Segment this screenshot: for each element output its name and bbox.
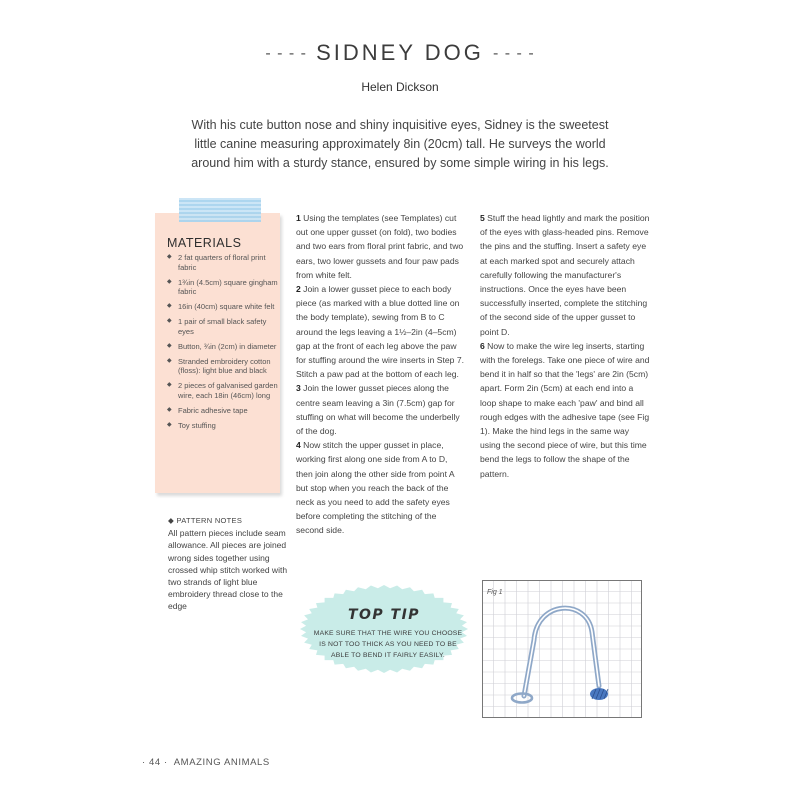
diamond-bullet-icon: ◆ bbox=[167, 342, 172, 349]
step-text: Join the lower gusset pieces along the centre seam leaving a 3in (7.5cm) gap for stuffing on what will become the underbelly of the dog. bbox=[296, 383, 460, 437]
materials-item: ◆ Toy stuffing bbox=[167, 420, 216, 430]
page-title bbox=[0, 40, 800, 66]
materials-item: ◆ 2 fat quarters of floral print fabric bbox=[167, 253, 266, 272]
materials-item: ◆ Fabric adhesive tape bbox=[167, 405, 248, 415]
diamond-bullet-icon: ◆ bbox=[167, 318, 172, 324]
diamond-bullet-icon: ◆ bbox=[167, 278, 172, 285]
diamond-bullet-icon: ◆ bbox=[167, 421, 172, 428]
washi-tape-decoration bbox=[179, 198, 261, 222]
materials-item: ◆ Stranded embroidery cotton (floss): light blue and black bbox=[167, 356, 271, 375]
step-text: Now stitch the upper gusset in place, working first along one side from A to D, then join along the other side from point A but stop when you reach the back of the neck as you need to add the safety eyes before completing the stitching of the second side. bbox=[296, 440, 455, 536]
top-tip-text: MAKE SURE THAT THE WIRE YOU CHOOSE IS NOT TOO THICK AS YOU NEED TO BE ABLE TO BEND IT FAIRLY EASILY. bbox=[313, 630, 463, 659]
step-number: 5 bbox=[480, 213, 485, 223]
instructions-column-1 bbox=[296, 211, 464, 538]
step bbox=[296, 438, 464, 537]
step-number: 2 bbox=[296, 284, 301, 295]
step bbox=[480, 339, 650, 481]
step-text: Now to make the wire leg inserts, starting with the forelegs. Take one piece of wire and bend it in half so that the 'legs' are 2in (5cm) apart. Form 2in (5cm) at each end into a loop shape to make each 'paw' and bind all rough edges with the adhesive tape (see Fig 1). Make the hind legs in the same way using the second piece of wire, but this time bend the legs to follow the shape of the pattern. bbox=[480, 340, 650, 479]
materials-item: ◆ 2 pieces of galvanised garden wire, each 18in (46cm) long bbox=[167, 381, 278, 400]
materials-item: ◆ 1¾in (4.5cm) square gingham fabric bbox=[167, 277, 278, 296]
step-number: 4 bbox=[296, 440, 301, 451]
materials-item: ◆ Button, ¾in (2cm) in diameter bbox=[167, 341, 277, 351]
title-dashes-left: - - - - bbox=[265, 45, 307, 63]
materials-heading: MATERIALS bbox=[167, 236, 242, 250]
title-dashes-right: - - - - bbox=[493, 45, 535, 63]
step bbox=[296, 282, 464, 381]
materials-item: ◆ 1 pair of small black safety eyes bbox=[167, 317, 267, 336]
top-tip-title: TOP TIP bbox=[347, 607, 421, 623]
diamond-bullet-icon: ◆ bbox=[167, 382, 172, 388]
diamond-bullet-icon: ◆ bbox=[167, 254, 172, 260]
step-text: Join a lower gusset piece to each body piece (as marked with a blue dotted line on the body template), sewing from B to C around the legs leaving a 1½–2in (4–5cm) gap at the front of each leg above the paw for stuffing around the wire inserts in Step 7. Stitch a paw pad at the bottom of each leg. bbox=[296, 284, 464, 380]
instructions-column-2 bbox=[480, 211, 650, 481]
step bbox=[296, 211, 464, 282]
step bbox=[480, 211, 650, 339]
step-number: 1 bbox=[296, 213, 301, 223]
materials-list bbox=[167, 253, 279, 436]
intro-paragraph: With his cute button nose and shiny inquisitive eyes, Sidney is the sweetest little canine measuring approximately 8in (20cm) tall. He surveys the world around him with a sturdy stance, ensured by some simple wiring in his legs. bbox=[191, 118, 609, 170]
title-text: SIDNEY DOG bbox=[316, 40, 484, 65]
step-number: 6 bbox=[480, 340, 485, 351]
wire-loop-diagram bbox=[482, 580, 642, 718]
figure-label: Fig 1 bbox=[487, 589, 503, 596]
step-number: 3 bbox=[296, 383, 301, 394]
diamond-bullet-icon: ◆ bbox=[167, 406, 172, 413]
page-footer bbox=[142, 757, 270, 768]
author-name: Helen Dickson bbox=[361, 80, 439, 94]
materials-item: ◆ 16in (40cm) square white felt bbox=[167, 302, 275, 311]
pattern-notes bbox=[168, 515, 288, 613]
step bbox=[296, 381, 464, 438]
diamond-bullet-icon: ◆ bbox=[167, 357, 172, 364]
diamond-bullet-icon: ◆ bbox=[167, 303, 172, 309]
page-number: · 44 · bbox=[142, 757, 168, 768]
section-name: AMAZING ANIMALS bbox=[173, 757, 270, 768]
figure-1 bbox=[482, 580, 642, 718]
step-text: Using the templates (see Templates) cut out one upper gusset (on fold), two bodies and two ears from floral print fabric, and two ears, two lower gussets and four paw pads from white felt. bbox=[296, 213, 464, 280]
step-text: Stuff the head lightly and mark the position of the eyes with glass-headed pins. Remove the pins and the stuffing. Insert a safety eye at each marked spot and securely attach carefully following the manufacturer's instructions. Once the eyes have been successfully inserted, complete the stitching of the second side of the upper gusset to point D. bbox=[480, 213, 650, 337]
pattern-notes-heading: ◆ PATTERN NOTES bbox=[168, 516, 243, 525]
pattern-notes-text: All pattern pieces include seam allowance. All pieces are joined wrong sides together using crossed whip stitch worked with two strands of light blue embroidery thread close to the edge bbox=[168, 528, 288, 612]
